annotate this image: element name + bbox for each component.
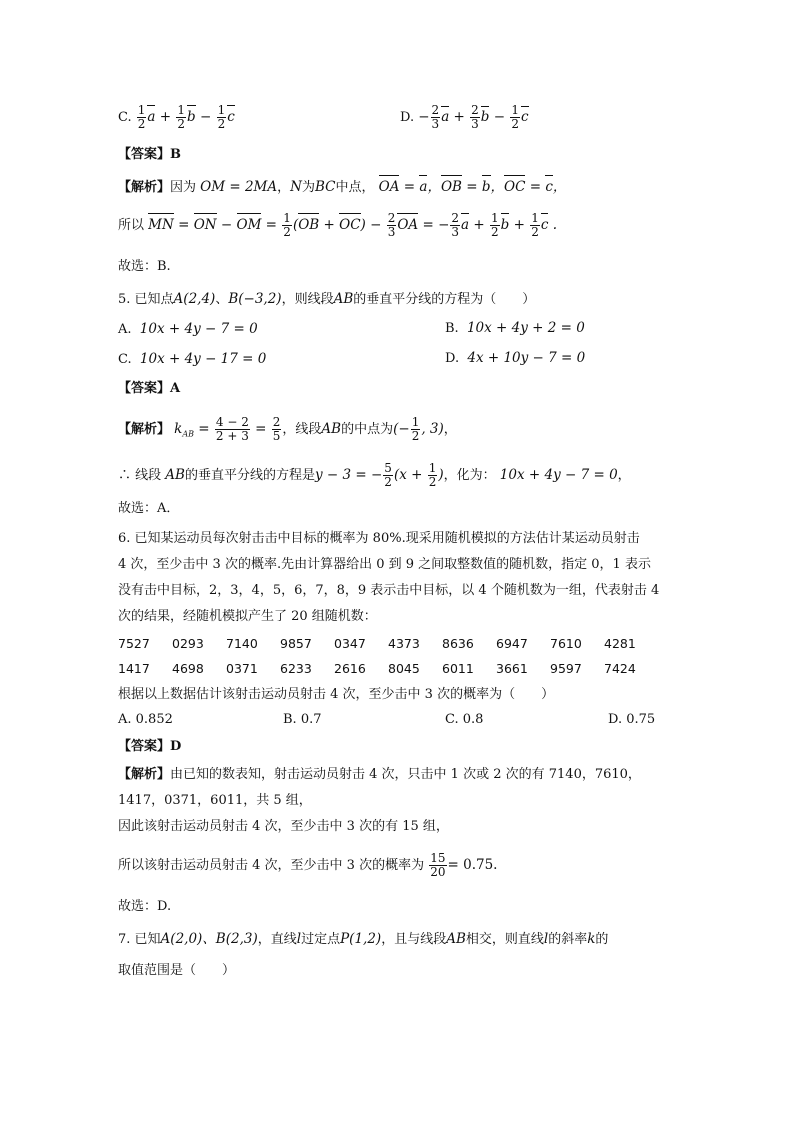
q6-random-number: 6947 [496, 636, 528, 651]
q4-conclusion: 故选：B. [118, 259, 171, 274]
q4-option-c-label: C. [118, 110, 132, 125]
q7-point-p: P(1,2) [340, 931, 382, 947]
q5-slope: $k_{AB}$ = $\frac{4 - 2}{2 + 3}$ = $\frac{2}{5}$ [174, 415, 281, 443]
q6-random-number: 1417 [118, 661, 150, 676]
q4-option-d-expr: − $\frac{2}{3}$ a + $\frac{2}{3}$ b − $\frac{1}{2}$ c [418, 103, 529, 131]
q7-points-ab: A(2,0)、B(2,3) [160, 931, 258, 947]
q5-therefore-c: ，化为： [443, 468, 496, 483]
q5-option-b-eq: 10x + 4y + 2 = 0 [466, 320, 585, 336]
q5-therefore-b: 的垂直平分线的方程是 [184, 468, 315, 483]
q6-analysis-line1 [118, 766, 641, 784]
q5-final-eq: 10x + 4y − 7 = 0 [499, 467, 618, 483]
q5-therefore-d: ， [617, 468, 631, 483]
q7-stem-d: ，且与线段 [381, 932, 447, 947]
q4-option-c [118, 104, 235, 131]
q7-stem-line2: 取值范围是（ ） [118, 963, 236, 978]
q6-analysis-text-1: 由已知的数表知，射击运动员射击 4 次，只击中 1 次或 2 次的有 7140，7610， [170, 767, 641, 782]
q6-random-row-1 [118, 636, 658, 651]
q6-analysis-line4 [118, 852, 497, 879]
q6-random-number: 8045 [388, 661, 420, 676]
q5-analysis-line1 [118, 416, 457, 444]
q7-stem-f: 的斜率 [548, 932, 588, 947]
q6-stem-line4: 次的结果，经随机模拟产生了 20 组随机数： [118, 609, 377, 624]
q7-slope-k: k [587, 931, 596, 947]
q6-random-number: 7424 [604, 661, 636, 676]
q5-option-b [445, 320, 585, 336]
q6-random-number: 6233 [280, 661, 312, 676]
q4-option-d-label: D. [400, 110, 415, 125]
q5-stem [118, 290, 535, 309]
q6-random-number: 7140 [226, 636, 258, 651]
q5-analysis-text-c: ， [443, 422, 457, 437]
q5-ab-3: AB [165, 467, 185, 483]
q6-random-number: 0347 [334, 636, 366, 651]
q5-ab: AB [333, 291, 354, 307]
q6-random-number: 3661 [496, 661, 528, 676]
q5-option-a-label: A. [118, 322, 132, 337]
q5-conclusion: 故选：A． [118, 501, 180, 516]
q5-option-a [118, 320, 258, 339]
q5-point-b: B(−3,2) [228, 291, 282, 307]
q5-stem-d: 的垂直平分线的方程为（ ） [353, 292, 536, 307]
q7-stem-e: 相交，则直线 [465, 932, 544, 947]
q6-random-number: 9597 [550, 661, 582, 676]
q6-analysis-tag: 【解析】 [118, 767, 171, 782]
q4-analysis-tag: 【解析】 [118, 180, 171, 195]
q6-random-number: 2616 [334, 661, 366, 676]
q5-stem-c: ，则线段 [281, 292, 334, 307]
q5-midpoint: (− $\frac{1}{2}$ , 3) [393, 415, 444, 443]
q5-answer: 【答案】A [118, 381, 181, 396]
q6-option-d: D. 0.75 [608, 712, 656, 727]
q7-line-l-2: l [543, 931, 549, 947]
q4-analysis-line1 [118, 178, 566, 197]
q6-analysis-line2: 1417，0371，6011，共 5 组， [118, 793, 312, 808]
q5-option-d [445, 350, 585, 366]
q6-random-number: 4698 [172, 661, 204, 676]
q5-ab-2: AB [321, 421, 342, 437]
q4-mn-derivation: MN = ON − OM = $\frac{1}{2}$ (OB + OC) − $\frac{2}{3}$ OA = − $\frac{2}{3}$ a + $\frac{1}{2}$ b + $\frac{1}{2}$ c . [148, 211, 557, 239]
q6-conclusion: 故选：D. [118, 899, 172, 914]
q6-random-number: 6011 [442, 661, 474, 676]
q5-option-c [118, 350, 266, 369]
q5-analysis-line2 [118, 462, 631, 489]
q4-analysis-line2 [118, 212, 557, 239]
q7-stem-a: 7. 已知 [118, 932, 161, 947]
q4-vector-defs: OA = a，OB = b，OC = c， [378, 179, 567, 195]
q6-random-number: 7610 [550, 636, 582, 651]
q4-option-d [400, 104, 529, 131]
q6-random-number: 7527 [118, 636, 150, 651]
q5-option-c-label: C. [118, 352, 132, 367]
q6-random-row-2 [118, 661, 658, 676]
q6-frac-num: 15 [430, 851, 446, 865]
q6-analysis-text-4: 所以该射击运动员射击 4 次，至少击中 3 次的概率为 [118, 858, 425, 873]
q5-stem-a: 5. 已知点 [118, 292, 174, 307]
q6-result: = 0.75. [447, 857, 498, 873]
q7-stem-line1 [118, 930, 608, 949]
q4-analysis-text-a: 因为 [170, 180, 197, 195]
q5-analysis-tag: 【解析】 [118, 422, 171, 437]
q4-option-c-expr: $\frac{1}{2}$ a + $\frac{1}{2}$ b − $\frac{1}{2}$ c [137, 103, 235, 131]
q5-point-a: A(2,4) [173, 291, 216, 307]
q6-stem-line1: 6. 已知某运动员每次射击击中目标的概率为 80%.现采用随机模拟的方法估计某运动员射击 [118, 531, 640, 546]
q6-probability [428, 851, 498, 879]
q6-question: 根据以上数据估计该射击运动员射击 4 次，至少击中 3 次的概率为（ ） [118, 687, 555, 702]
q5-stem-b: 、 [215, 292, 229, 307]
q5-option-b-label: B. [445, 321, 459, 336]
q7-stem-c: 过定点 [301, 932, 341, 947]
q6-analysis-line3: 因此该射击运动员射击 4 次，至少击中 3 次的有 15 组， [118, 819, 449, 834]
q4-analysis-text-c: 为 [301, 180, 315, 195]
q6-option-a: A. 0.852 [118, 712, 173, 727]
q7-stem-b: ，直线 [257, 932, 297, 947]
q5-option-c-eq: 10x + 4y − 17 = 0 [139, 351, 267, 367]
q7-line-l: l [296, 931, 302, 947]
q4-answer: 【答案】B [118, 147, 181, 162]
q5-analysis-text-b: 的中点为 [341, 422, 394, 437]
q6-random-number: 8636 [442, 636, 474, 651]
q6-random-number: 4281 [604, 636, 636, 651]
q6-stem-line2: 4 次，至少击中 3 次的概率.先由计算器给出 0 到 9 之间取整数值的随机数，指定 0，1 表示 [118, 557, 651, 572]
q5-therefore-a: ∴ 线段 [118, 468, 162, 483]
q5-analysis-text-a: ，线段 [282, 422, 322, 437]
q6-random-number: 0293 [172, 636, 204, 651]
q4-analysis-text-b: ， [277, 180, 291, 195]
q5-option-a-eq: 10x + 4y − 7 = 0 [139, 321, 258, 337]
q6-random-number: 4373 [388, 636, 420, 651]
q4-analysis-prefix: 所以 [118, 218, 145, 233]
q4-analysis-eq1: OM = 2MA [200, 179, 278, 195]
q6-answer: 【答案】D [118, 739, 182, 754]
q5-bisector-eq: y − 3 = − $\frac{5}{2}$ (x + $\frac{1}{2}$ ) [314, 461, 444, 489]
q7-stem-g: 的 [595, 932, 609, 947]
q6-random-number: 0371 [226, 661, 258, 676]
q5-option-d-eq: 4x + 10y − 7 = 0 [467, 350, 586, 366]
q4-bc-segment: BC [314, 179, 336, 195]
q4-n-point: N [290, 179, 302, 195]
q6-option-c: C. 0.8 [445, 712, 484, 727]
q7-ab: AB [446, 931, 466, 947]
q4-analysis-text-d: 中点， [335, 180, 375, 195]
q6-random-number: 9857 [280, 636, 312, 651]
q5-option-d-label: D. [445, 351, 460, 366]
q6-frac-den: 20 [430, 865, 446, 879]
q6-stem-line3: 没有击中目标，2，3，4，5，6，7，8，9 表示击中目标，以 4 个随机数为一组，代表射击 4 [118, 583, 660, 598]
q6-option-b: B. 0.7 [283, 712, 322, 727]
